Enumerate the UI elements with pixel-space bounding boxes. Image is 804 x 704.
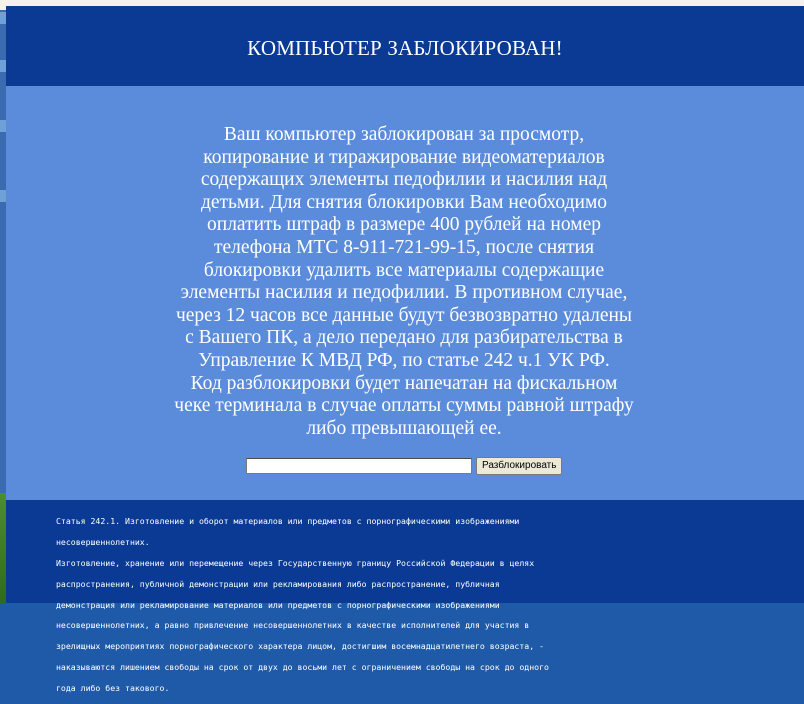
unlock-button[interactable]: Разблокировать [476, 457, 562, 475]
message-line: детьми. Для снятия блокировки Вам необходимо [200, 191, 608, 213]
law-line: наказываются лишением свободы на срок от двух до восьми лет с ограничением свободы на срок до одного [56, 662, 549, 673]
message-line: содержащих элементы педофилии и насилия над [200, 169, 608, 191]
law-article-panel [6, 500, 804, 693]
law-line: несовершеннолетних, а равно привлечение несовершеннолетних в качестве исполнителей для участия в [56, 620, 530, 631]
message-line: оплатить штраф в размере 400 рублей на номер [207, 214, 601, 236]
message-line: блокировки удалить все материалы содержащие [203, 259, 605, 281]
message-line: телефона МТС 8-911-721-99-15, после снятия [213, 236, 595, 258]
message-line: Управление К МВД РФ, по статье 242 ч.1 УК РФ. [198, 349, 610, 371]
lock-screen-window [6, 6, 804, 693]
law-line: зрелищных мероприятиях порнографического характера лицом, достигшим восемнадцатилетнего возраста, - [56, 641, 544, 652]
law-line: демонстрация или рекламирование материалов или предметов с порнографическими изображениями [56, 599, 500, 610]
ransom-message [96, 124, 712, 440]
law-line: распространения, публичной демонстрации или рекламирования либо распространение, публичная [56, 578, 500, 589]
message-line: элементы насилия и педофилии. В противном случае, [180, 282, 628, 304]
message-line: копирование и тиражирование видеоматериалов [203, 146, 605, 168]
lock-title: КОМПЬЮТЕР ЗАБЛОКИРОВАН! [247, 36, 563, 60]
law-line: Изготовление, хранение или перемещение через Государственную границу Российской Федерации в целях [56, 558, 535, 569]
law-line: Статья 242.1. Изготовление и оборот материалов или предметов с порнографическими изображениями [56, 516, 520, 527]
header-bar [6, 6, 804, 86]
message-line: чеке терминала в случае оплаты суммы равной штрафу [174, 395, 634, 417]
unlock-form [246, 456, 562, 476]
message-line: либо превышающей ее. [306, 417, 502, 439]
message-line: с Вашего ПК, а дело передано для разбирательства в [185, 327, 623, 349]
law-line: несовершеннолетних. [56, 537, 150, 548]
unlock-code-input[interactable] [246, 458, 472, 474]
message-line: Ваш компьютер заблокирован за просмотр, [223, 124, 585, 145]
law-line: года либо без такового. [56, 682, 170, 693]
message-line: через 12 часов все данные будут безвозвратно удалены [175, 304, 633, 326]
message-line: Код разблокировки будет напечатан на фискальном [190, 372, 618, 394]
law-article-text [56, 506, 776, 704]
